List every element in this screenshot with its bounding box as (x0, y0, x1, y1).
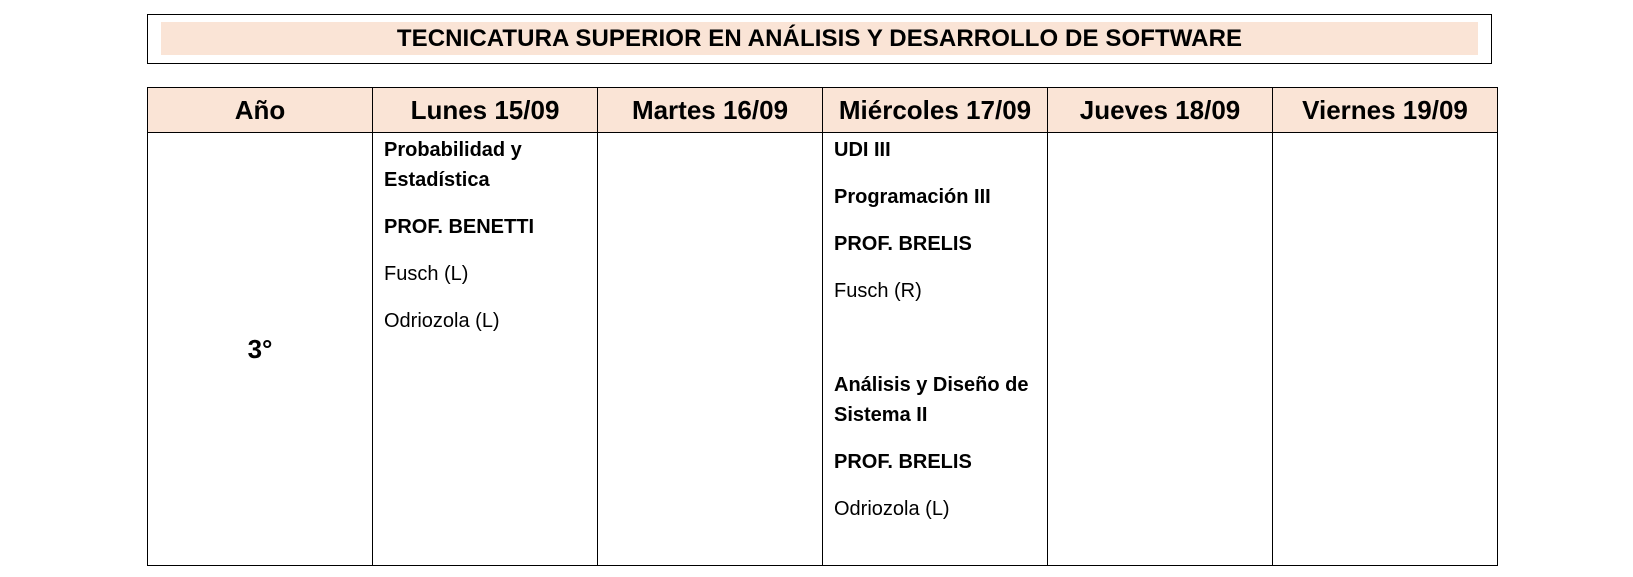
tuesday-cell (598, 133, 823, 566)
table-row (148, 133, 1498, 566)
student-entry: Odriozola (L) (834, 498, 950, 520)
student-entry: Odriozola (L) (384, 310, 500, 332)
column-header-monday: Lunes 15/09 (373, 88, 598, 133)
column-header-tuesday: Martes 16/09 (598, 88, 823, 133)
column-header-year: Año (148, 88, 373, 133)
thursday-cell (1048, 133, 1273, 566)
subject-name: Análisis y Diseño de Sistema II (834, 374, 1029, 426)
unit-name: UDI III (834, 139, 891, 161)
student-entry: Fusch (L) (384, 263, 469, 285)
professor-name: PROF. BRELIS (834, 451, 972, 473)
friday-cell (1273, 133, 1498, 566)
monday-cell (373, 133, 598, 566)
wednesday-content (823, 133, 1047, 524)
subject-name: Programación III (834, 186, 991, 208)
professor-name: PROF. BRELIS (834, 233, 972, 255)
professor-name: PROF. BENETTI (384, 216, 535, 238)
page-title: TECNICATURA SUPERIOR EN ANÁLISIS Y DESARROLLO DE SOFTWARE (396, 24, 1243, 52)
subject-name: Probabilidad y Estadística (384, 139, 522, 191)
column-header-friday: Viernes 19/09 (1273, 88, 1498, 133)
student-entry: Fusch (R) (834, 280, 922, 302)
column-header-thursday: Jueves 18/09 (1048, 88, 1273, 133)
title-banner (161, 22, 1478, 55)
year-cell: 3° (148, 133, 373, 566)
schedule-table (147, 87, 1498, 566)
wednesday-cell (823, 133, 1048, 566)
column-header-wednesday: Miércoles 17/09 (823, 88, 1048, 133)
title-box (147, 14, 1492, 64)
header-row (148, 88, 1498, 133)
monday-content (373, 133, 597, 336)
